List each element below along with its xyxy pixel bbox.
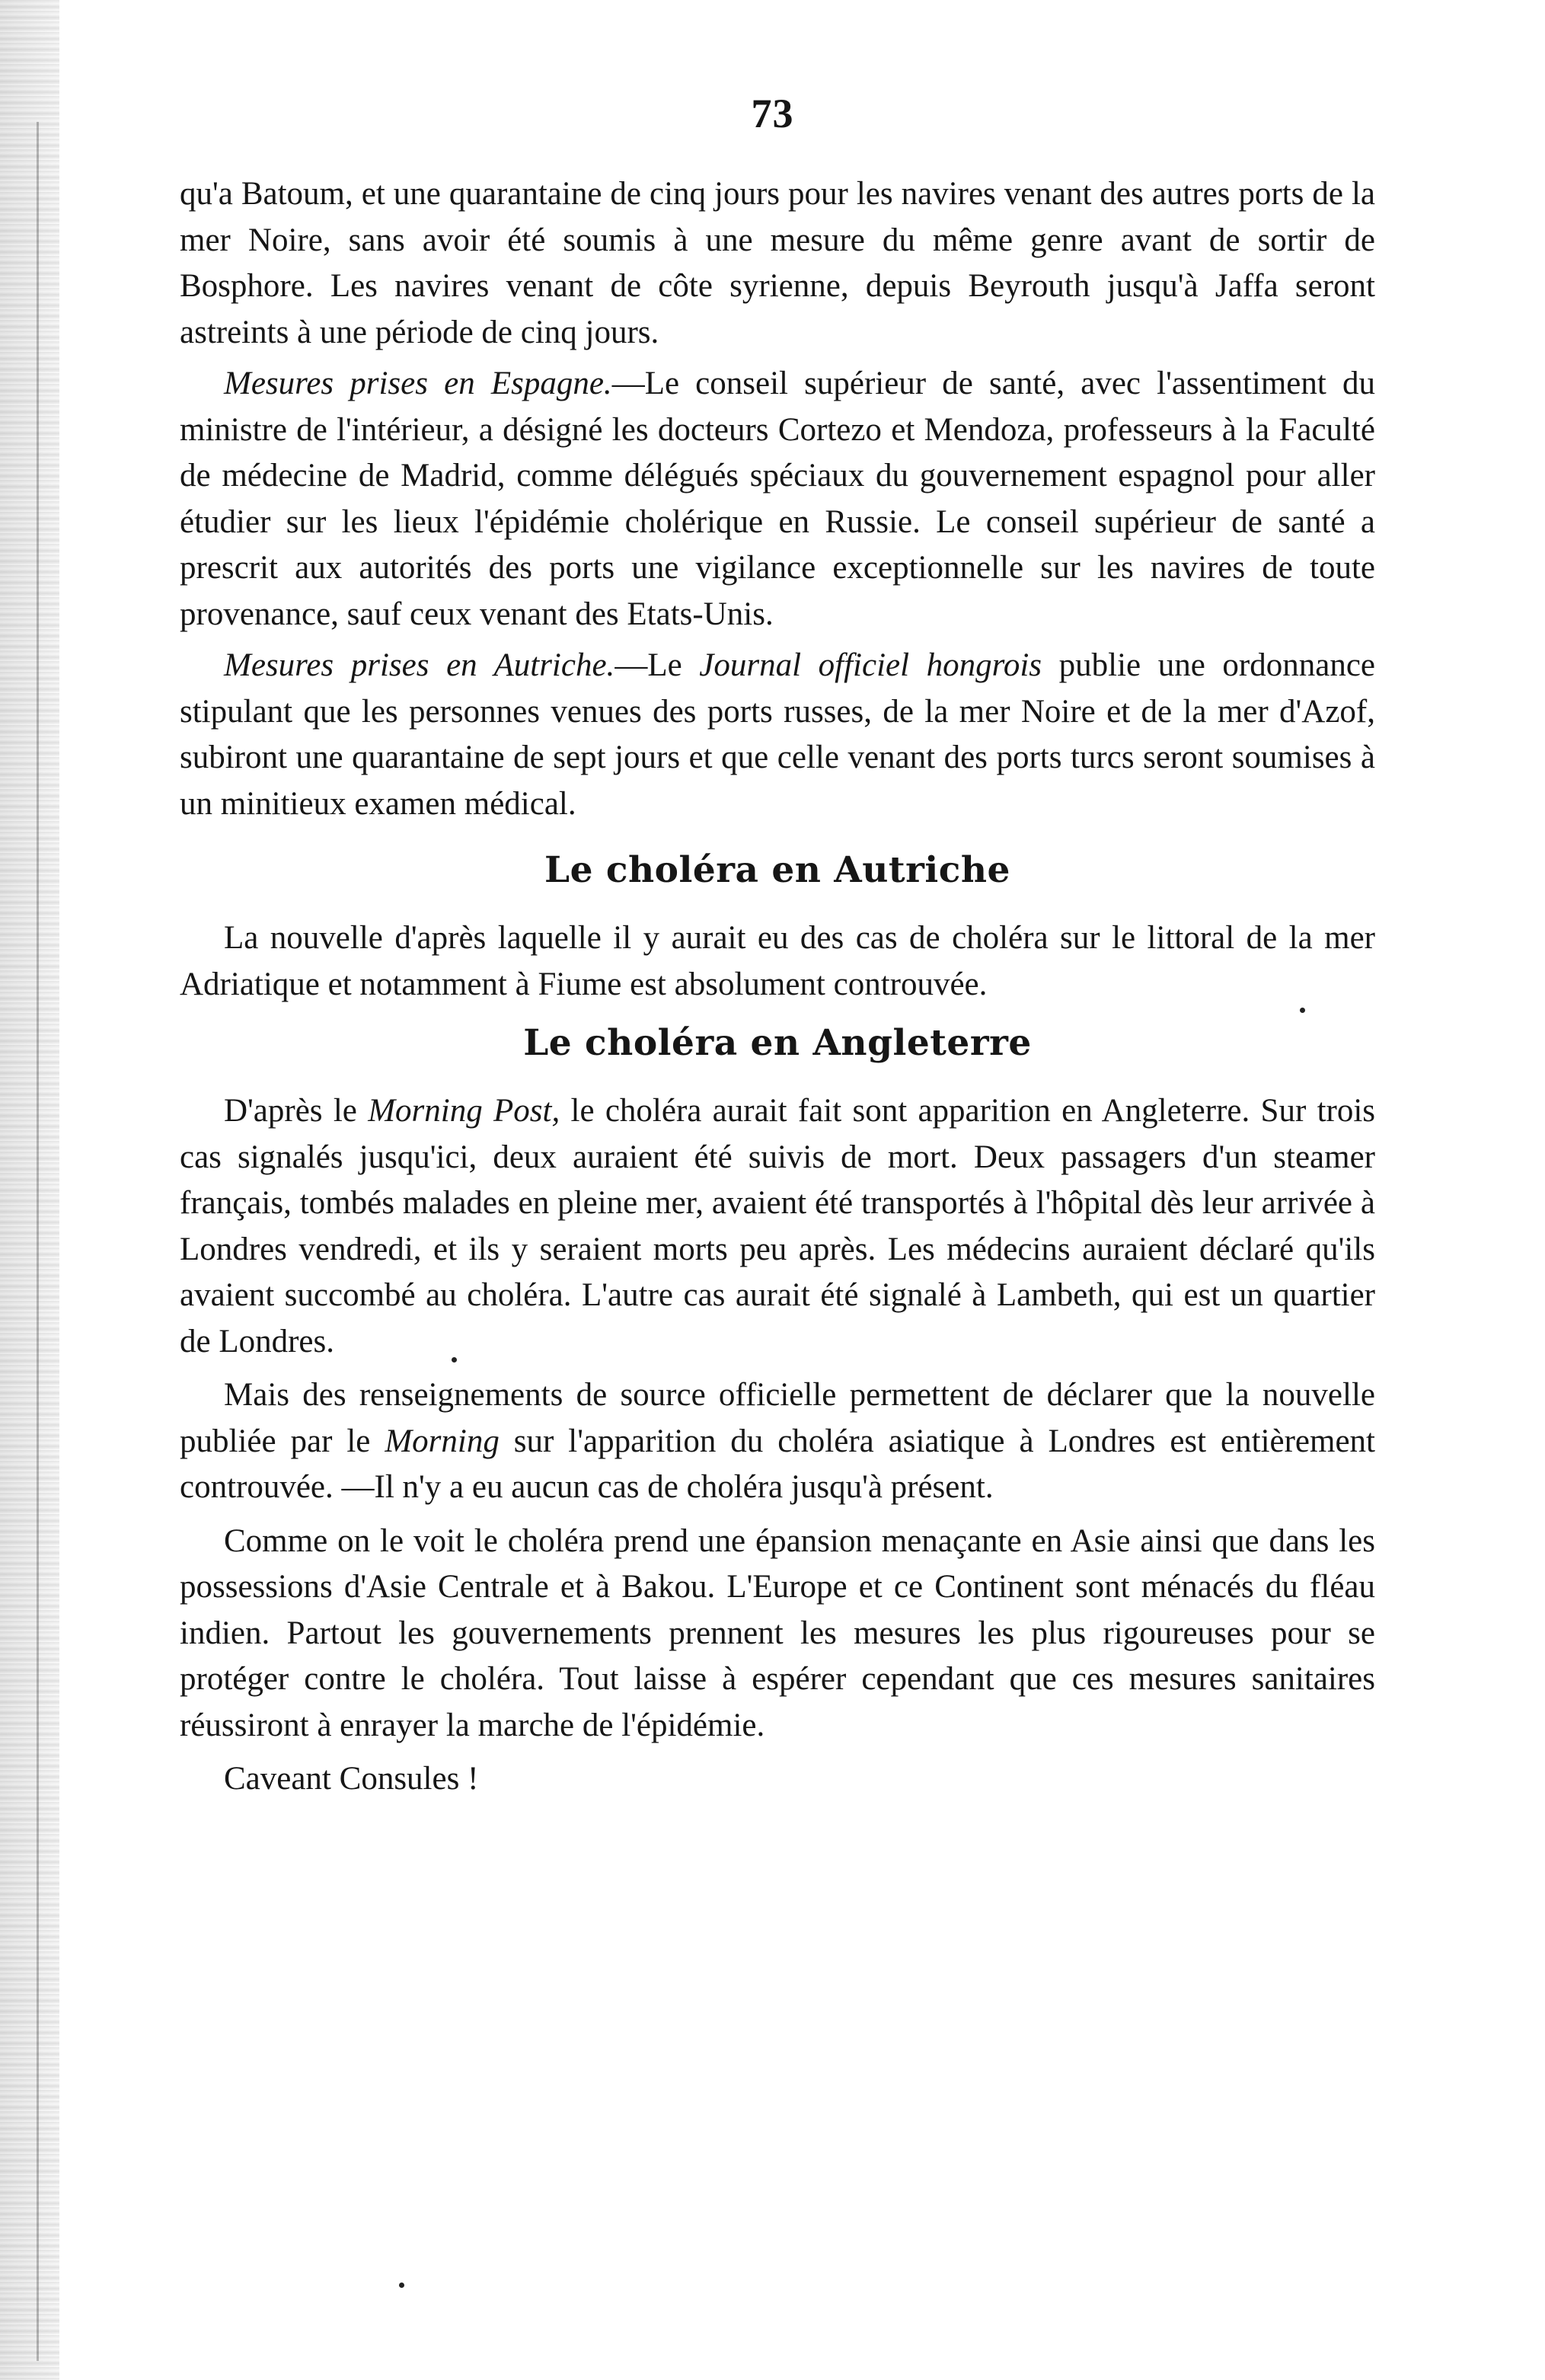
austria-measures-dash: —Le xyxy=(614,647,700,683)
print-mark-dot xyxy=(452,1357,457,1363)
section-heading-england: Le choléra en Angleterre xyxy=(523,1022,1032,1064)
print-mark-dot xyxy=(1300,1008,1305,1013)
paragraph-spain-measures xyxy=(180,361,1375,637)
paragraph-austria-measures xyxy=(180,643,1375,827)
page-text-content xyxy=(180,171,1375,1803)
paragraph-austria-rumor: La nouvelle d'après laquelle il y aurait eu des cas de choléra sur le littoral de la mer Adriatique et notamment à Fiume est absolument controuvée. xyxy=(180,920,1375,1002)
spain-measures-title: Mesures prises en Espagne. xyxy=(224,366,612,401)
journal-official-title: Journal officiel hongrois xyxy=(699,647,1042,683)
morning-post-title: Morning Post, xyxy=(368,1093,560,1129)
page-edge-line xyxy=(37,122,39,2361)
section-heading-austria: Le choléra en Autriche xyxy=(544,849,1010,891)
official-denial-body: sur l'apparition du choléra asiatique à Londres est entièrement controuvée. —Il n'y a eu aucun cas de choléra jusqu'à présent. xyxy=(180,1423,1375,1505)
spain-measures-body: —Le conseil supérieur de santé, avec l'assentiment du ministre de l'intérieur, a désigné les docteurs Cortezo et Mendoza, professeurs à la Faculté de médecine de Madrid, comme délégués spéciaux du gouvernement espagnol pour aller étudier sur les lieux l'épidémie cholérique en Russie. Le conseil supérieur de santé a prescrit aux autorités des ports une vigilance exceptionnelle sur les navires de toute provenance, sauf ceux venant des Etats-Unis. xyxy=(180,366,1375,632)
paragraph-official-denial xyxy=(180,1372,1375,1511)
morning-title: Morning xyxy=(385,1423,500,1459)
paragraph-quarantine-intro: qu'a Batoum, et une quarantaine de cinq jours pour les navires venant des autres ports de la mer Noire, sans avoir été soumis à une mesure du même genre avant de sortir de Bosphore. Les navires venant de côte syrienne, depuis Beyrouth jusqu'à Jaffa seront astreints à une période de cinq jours. xyxy=(180,176,1375,350)
england-report-body: le choléra aurait fait sont apparition en Angleterre. Sur trois cas signalés jusqu'ici, deux auraient été suivis de mort. Deux passagers d'un steamer français, tombés malades en pleine mer, avaient été transportés à l'hôpital dès leur arrivée à Londres vendredi, et ils y seraient morts peu après. Les médecins auraient déclaré qu'ils avaient succombé au choléra. L'autre cas aurait été signalé à Lambeth, qui est un quartier de Londres. xyxy=(180,1093,1376,1359)
page-number: 73 xyxy=(751,91,794,136)
page-binding-edge xyxy=(0,0,59,2380)
paragraph-closing: Caveant Consules ! xyxy=(224,1761,479,1797)
official-denial-start: Mais des renseignements de source officielle permettent de déclarer que la nouvelle publiée par le xyxy=(180,1377,1375,1459)
paragraph-cholera-spread: Comme on le voit le choléra prend une épansion menaçante en Asie ainsi que dans les possessions d'Asie Centrale et à Bakou. L'Europe et ce Continent sont ménacés du fléau indien. Partout les gouvernements prennent les mesures les plus rigoureuses pour se protéger contre le choléra. Tout laisse à espérer cependant que ces mesures sanitaires réussiront à enrayer la marche de l'épidémie. xyxy=(180,1522,1375,1743)
austria-measures-title: Mesures prises en Autriche. xyxy=(224,647,615,683)
print-mark-dot xyxy=(399,2283,404,2288)
austria-measures-body: publie une ordonnance stipulant que les personnes venues des ports russes, de la mer Noire et de la mer d'Azof, subiront une quarantaine de sept jours et que celle venant des ports turcs seront soumises à un minitieux examen médical. xyxy=(180,647,1376,822)
england-report-start: D'après le xyxy=(224,1093,369,1129)
paragraph-england-report xyxy=(180,1088,1375,1365)
